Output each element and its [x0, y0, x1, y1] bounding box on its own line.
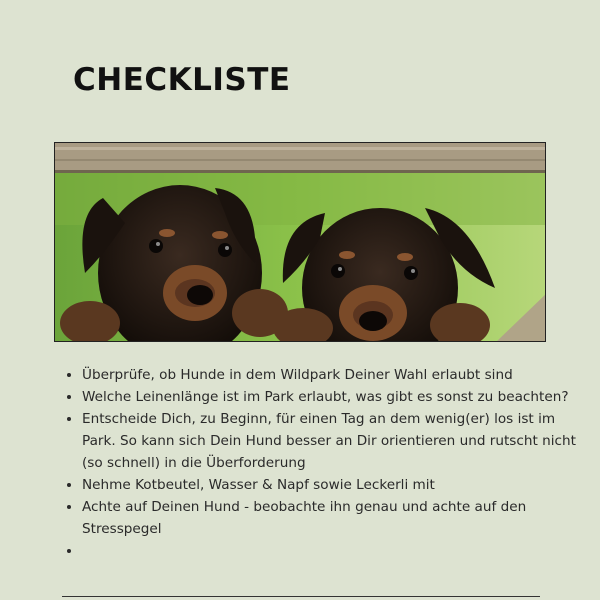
list-item: • Welche Leinenlänge ist im Park erlaubt, was gibt es sonst zu beachten? [82, 386, 582, 408]
list-item [82, 540, 582, 562]
bottom-divider [62, 596, 540, 597]
list-item: • Achte auf Deinen Hund - beobachte ihn genau und achte auf den Stresspegel [82, 496, 582, 540]
list-item: • Nehme Kotbeutel, Wasser & Napf sowie Leckerli mit [82, 474, 582, 496]
page-title: CHECKLISTE [73, 62, 291, 98]
puppies-illustration [55, 143, 546, 342]
list-item: • Überprüfe, ob Hunde in dem Wildpark Deiner Wahl erlaubt sind [82, 364, 582, 386]
list-item: • Entscheide Dich, zu Beginn, für einen Tag an dem wenig(er) los ist im Park. So kann sich Dein Hund besser an Dir orientieren und rutscht nicht (so schnell) in die Überforderung [82, 408, 582, 474]
puppies-photo [54, 142, 546, 342]
checklist [62, 364, 582, 562]
